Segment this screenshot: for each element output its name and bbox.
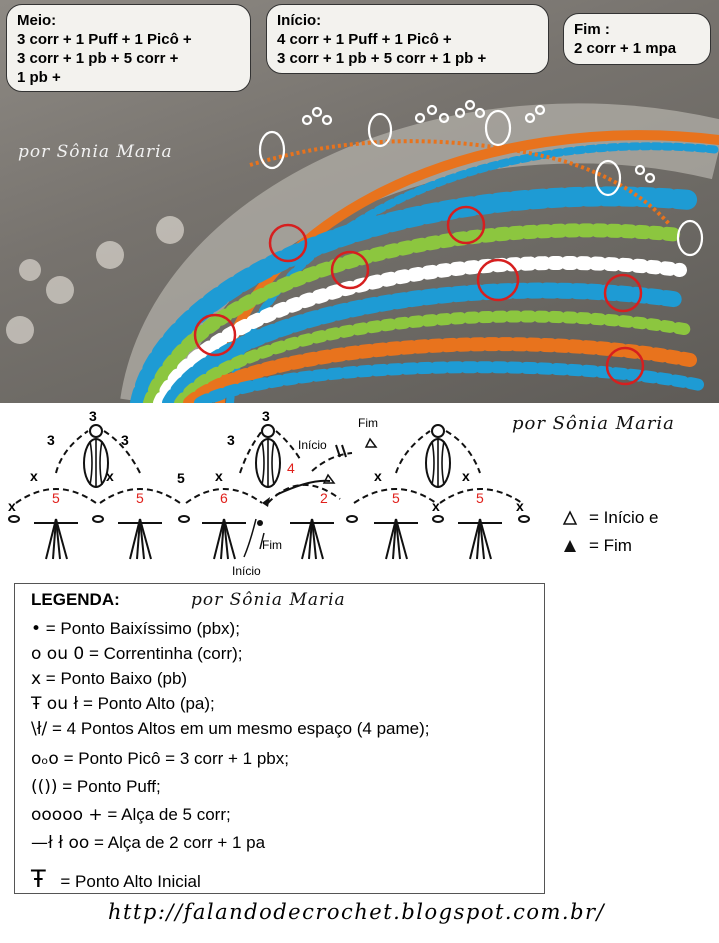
diagram-label-x6: x xyxy=(462,468,470,484)
legend-text-alca5: = Alça de 5 corr; xyxy=(107,805,231,824)
signature-diagram: por Sônia Maria xyxy=(512,413,675,434)
diagram-label-inicio-top: Início xyxy=(298,438,327,452)
diagram-label-4: 4 xyxy=(287,460,295,476)
side-legend-end: = Fim xyxy=(589,536,632,555)
diagram-label-inicio-bottom: Início xyxy=(232,564,261,578)
diagram-label-x4: x xyxy=(215,468,223,484)
diagram-label-fim-bottom: Fim xyxy=(262,538,282,552)
signature-legend: por Sônia Maria xyxy=(191,590,346,610)
diagram-label-x5: x xyxy=(374,468,382,484)
legend-row-pbx xyxy=(31,619,240,639)
bubble-fim: Fim : 2 corr + 1 mpa xyxy=(563,13,711,65)
diagram-label-x7: x xyxy=(432,498,440,514)
bubble-inicio: Início: 4 corr + 1 Puff + 1 Picô + 3 corr + 1 pb + 5 corr + 1 pb + xyxy=(266,4,549,74)
legend-row-puff xyxy=(31,777,161,797)
diagram-label-5d: 5 xyxy=(392,490,400,506)
diagram-label-x2: x xyxy=(30,468,38,484)
diagram-label-5b: 5 xyxy=(52,490,60,506)
legend-symbol-4pame: \ł/ xyxy=(31,719,48,739)
bubble-meio: Meio: 3 corr + 1 Puff + 1 Picô + 3 corr + 1 pb + 5 corr + 1 pb + xyxy=(6,4,251,92)
legend-row-pa xyxy=(31,694,215,714)
diagram-label-fim-top: Fim xyxy=(358,416,378,430)
diagram-label-5a: 5 xyxy=(177,470,185,486)
legend-text-corr: = Correntinha (corr); xyxy=(88,644,243,663)
legend-text-4pame: = 4 Pontos Altos em um mesmo espaço (4 pame); xyxy=(52,719,430,738)
legend-text-alca2: = Alça de 2 corr + 1 pa xyxy=(94,833,266,852)
legend-text-pico: = Ponto Picô = 3 corr + 1 pbx; xyxy=(63,749,289,768)
legend-row-pa-inicial xyxy=(31,865,201,893)
diagram-label-3a: 3 xyxy=(47,432,55,448)
legend-symbol-corr: o ou 0 xyxy=(31,644,85,664)
legend-symbol-pico: oₒo xyxy=(31,749,59,769)
legend-text-pbx: = Ponto Baixíssimo (pbx); xyxy=(45,619,240,638)
legend-text-puff: = Ponto Puff; xyxy=(62,777,161,796)
legend-box xyxy=(14,583,545,894)
legend-symbol-alca2: —ł ł oo xyxy=(31,833,90,853)
diagram-label-3c: 3 xyxy=(121,432,129,448)
diagram-label-6: 6 xyxy=(220,490,228,506)
diagram-label-x3: x xyxy=(106,468,114,484)
legend-symbol-pb: x xyxy=(31,669,42,689)
crochet-photo xyxy=(0,0,719,403)
start-triangle-icon xyxy=(562,510,578,526)
diagram-label-5e: 5 xyxy=(476,490,484,506)
legend-row-pb xyxy=(31,669,187,689)
legend-symbol-alca5: ooooo + xyxy=(31,805,103,825)
legend-row-corr xyxy=(31,644,242,664)
end-triangle-icon xyxy=(562,538,578,554)
legend-symbol-pa-inicial: Ŧ xyxy=(31,865,46,893)
diagram-label-x8: x xyxy=(516,498,524,514)
diagram-label-2: 2 xyxy=(320,490,328,506)
legend-text-pa: = Ponto Alto (pa); xyxy=(82,694,215,713)
legend-symbol-pa: Ŧ ou ł xyxy=(31,694,79,714)
diagram-label-3e: 3 xyxy=(262,408,270,424)
legend-row-4pame xyxy=(31,719,430,739)
legend-text-pb: = Ponto Baixo (pb) xyxy=(45,669,188,688)
diagram-label-3b: 3 xyxy=(89,408,97,424)
diagram-label-x1: x xyxy=(8,498,16,514)
legend-symbol-pbx: • xyxy=(31,619,42,639)
side-legend-start: = Início e xyxy=(589,508,659,527)
blog-url: http://falandodecrochet.blogspot.com.br/ xyxy=(108,900,606,924)
signature-photo: por Sônia Maria xyxy=(18,142,173,162)
legend-symbol-puff: (()) xyxy=(31,777,58,797)
legend-text-pa-inicial: = Ponto Alto Inicial xyxy=(60,872,201,891)
legend-row-pico xyxy=(31,749,289,769)
diagram-label-5c: 5 xyxy=(136,490,144,506)
legend-row-alca2 xyxy=(31,833,265,853)
legend-row-alca5 xyxy=(31,805,231,825)
diagram-label-3d: 3 xyxy=(227,432,235,448)
stitch-diagram xyxy=(0,403,719,583)
legend-title: LEGENDA: xyxy=(31,590,120,609)
